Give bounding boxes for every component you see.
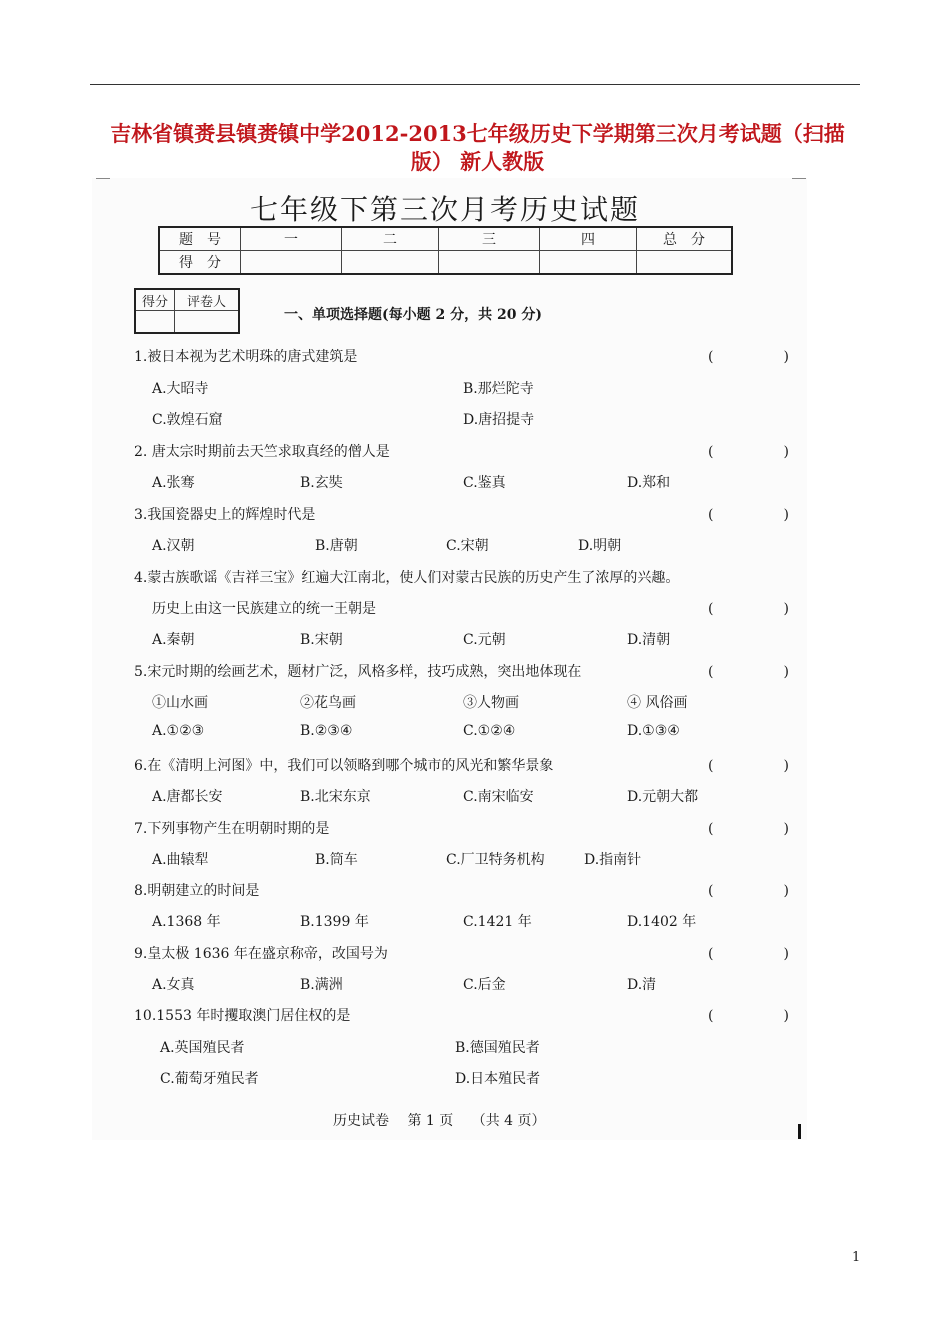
option-a: A.秦朝 — [152, 632, 195, 648]
option-b: B.德国殖民者 — [455, 1040, 540, 1056]
footer-total: （共 4 页） — [471, 1113, 546, 1129]
statement-item: ③人物画 — [463, 695, 519, 711]
statement-item: ②花鸟画 — [300, 695, 356, 711]
option-c: C.后金 — [463, 977, 506, 993]
option-d: D.唐招提寺 — [463, 412, 535, 428]
grader-label: 评卷人 — [175, 289, 240, 311]
score-cell — [241, 251, 342, 275]
option-b: B.玄奘 — [300, 475, 343, 491]
statement-item: ①山水画 — [152, 695, 208, 711]
answer-paren: ( ) — [708, 507, 817, 523]
page-number: 1 — [852, 1250, 861, 1265]
option-b: B.筒车 — [315, 852, 358, 868]
answer-paren: ( ) — [708, 883, 817, 899]
option-c: C.元朝 — [463, 632, 506, 648]
question-8-stem: 8.明朝建立的时间是 — [134, 883, 260, 899]
grader-name-cell — [175, 311, 240, 334]
answer-paren: ( ) — [708, 664, 817, 680]
question-4-stem-continued: 历史上由这一民族建立的统一王朝是 — [152, 601, 376, 617]
score-table-score-row — [159, 251, 732, 275]
option-d: D.①③④ — [627, 723, 680, 739]
option-b: B.宋朝 — [300, 632, 343, 648]
grader-score-cell — [135, 311, 175, 334]
option-a: A.女真 — [152, 977, 195, 993]
score-header-cell: 三 — [439, 227, 540, 251]
grader-score-label: 得分 — [135, 289, 175, 311]
scan-edge-mark — [798, 1124, 801, 1139]
answer-paren: ( ) — [708, 1008, 817, 1024]
answer-paren: ( ) — [708, 349, 817, 365]
question-10-stem: 10.1553 年时攫取澳门居住权的是 — [134, 1008, 351, 1024]
option-c: C.宋朝 — [446, 538, 489, 554]
score-header-cell: 题 号 — [159, 227, 241, 251]
score-header-cell: 二 — [342, 227, 439, 251]
option-c: C.南宋临安 — [463, 789, 534, 805]
document-title: 吉林省镇赉县镇赉镇中学2012-2013七年级历史下学期第三次月考试题（扫描版） 新人教版 — [110, 121, 845, 174]
question-5-stem: 5.宋元时期的绘画艺术，题材广泛，风格多样，技巧成熟，突出地体现在 — [134, 664, 582, 680]
question-7-stem: 7.下列事物产生在明朝时期的是 — [134, 821, 330, 837]
score-cell — [439, 251, 540, 275]
option-a: A.英国殖民者 — [160, 1040, 245, 1056]
statement-item: ④ 风俗画 — [627, 695, 688, 711]
answer-paren: ( ) — [708, 946, 817, 962]
score-header-cell: 总 分 — [637, 227, 733, 251]
option-b: B.唐朝 — [315, 538, 358, 554]
footer-subject: 历史试卷 — [333, 1113, 389, 1129]
option-a: A.张骞 — [152, 475, 195, 491]
option-a: A.曲辕犁 — [152, 852, 209, 868]
option-b: B.那烂陀寺 — [463, 381, 534, 397]
section-heading: 一、单项选择题(每小题 2 分，共 20 分) — [284, 307, 542, 323]
option-b: B.满洲 — [300, 977, 343, 993]
score-table-header-row — [159, 227, 732, 251]
question-3-stem: 3.我国瓷器史上的辉煌时代是 — [134, 507, 316, 523]
option-a: A.①②③ — [152, 723, 205, 739]
score-cell — [540, 251, 637, 275]
option-a: A.唐都长安 — [152, 789, 223, 805]
answer-paren: ( ) — [708, 758, 817, 774]
question-4-stem: 4.蒙古族歌谣《吉祥三宝》红遍大江南北，使人们对蒙古民族的历史产生了浓厚的兴趣。 — [134, 570, 680, 586]
option-c: C.厂卫特务机构 — [446, 852, 545, 868]
option-a: A.汉朝 — [152, 538, 195, 554]
option-c: C.敦煌石窟 — [152, 412, 223, 428]
question-2-stem: 2. 唐太宗时期前去天竺求取真经的僧人是 — [134, 444, 390, 460]
option-c: C.①②④ — [463, 723, 516, 739]
answer-paren: ( ) — [708, 444, 817, 460]
option-d: D.指南针 — [584, 852, 642, 868]
option-d: D.明朝 — [578, 538, 622, 554]
score-table — [158, 226, 733, 275]
option-d: D.清 — [627, 977, 657, 993]
option-d: D.日本殖民者 — [455, 1071, 541, 1087]
score-header-cell: 一 — [241, 227, 342, 251]
footer-page: 第 1 页 — [407, 1113, 454, 1129]
scan-corner-mark — [792, 178, 806, 185]
scan-corner-mark — [96, 178, 110, 185]
score-row-label: 得 分 — [159, 251, 241, 275]
option-c: C.1421 年 — [463, 914, 532, 930]
score-cell — [342, 251, 439, 275]
question-1-stem: 1.被日本视为艺术明珠的唐式建筑是 — [134, 349, 358, 365]
score-cell — [637, 251, 733, 275]
top-rule — [90, 84, 860, 85]
option-b: B.1399 年 — [300, 914, 369, 930]
question-9-stem: 9.皇太极 1636 年在盛京称帝，改国号为 — [134, 946, 388, 962]
option-c: C.葡萄牙殖民者 — [160, 1071, 259, 1087]
option-b: B.北宋东京 — [300, 789, 371, 805]
exam-footer — [333, 1110, 560, 1130]
option-a: A.1368 年 — [152, 914, 221, 930]
option-d: D.1402 年 — [627, 914, 697, 930]
option-a: A.大昭寺 — [152, 381, 209, 397]
answer-paren: ( ) — [708, 601, 817, 617]
exam-title: 七年级下第三次月考历史试题 — [249, 193, 640, 226]
option-d: D.元朝大都 — [627, 789, 699, 805]
option-c: C.鉴真 — [463, 475, 506, 491]
answer-paren: ( ) — [708, 821, 817, 837]
option-d: D.清朝 — [627, 632, 671, 648]
option-d: D.郑和 — [627, 475, 671, 491]
option-b: B.②③④ — [300, 723, 353, 739]
score-header-cell: 四 — [540, 227, 637, 251]
grader-box — [134, 288, 240, 334]
question-6-stem: 6.在《清明上河图》中，我们可以领略到哪个城市的风光和繁华景象 — [134, 758, 554, 774]
